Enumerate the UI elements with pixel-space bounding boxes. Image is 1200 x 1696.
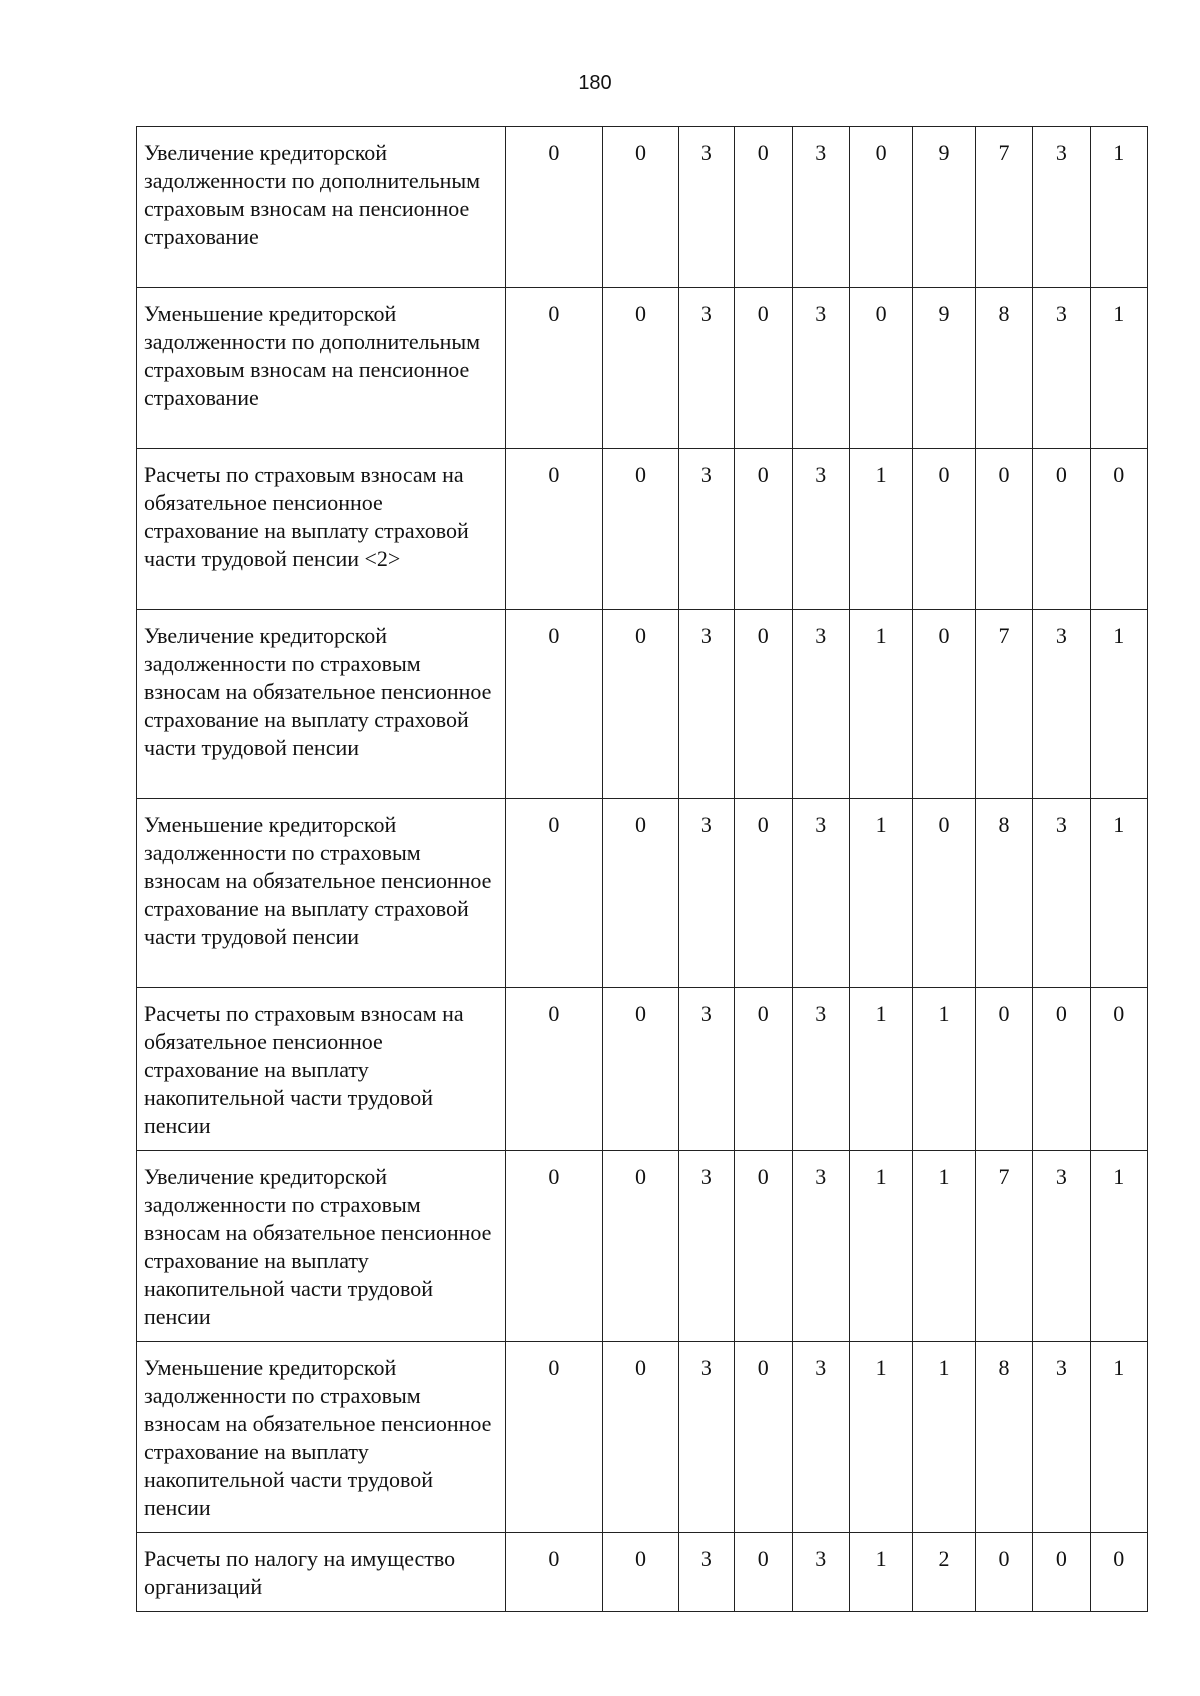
code-digit: 0 [603,288,679,449]
code-digit: 3 [678,127,734,288]
code-digit: 0 [603,1533,679,1612]
account-name: Расчеты по налогу на имущество организаций [137,1533,506,1612]
table-row [137,1151,1148,1342]
code-digit: 7 [975,127,1032,288]
code-digit: 2 [913,1533,975,1612]
code-digit: 3 [1033,1342,1090,1533]
code-digit: 1 [913,988,975,1151]
code-digit: 3 [678,988,734,1151]
table-row [137,799,1148,988]
code-digit: 7 [975,610,1032,799]
code-digit: 0 [603,799,679,988]
account-name: Увеличение кредиторской задолженности по страховым взносам на обязательное пенсионное страхование на выплату страховой части трудовой пенсии [137,610,506,799]
code-digit: 3 [678,1151,734,1342]
code-digit: 0 [505,610,603,799]
code-digit: 3 [1033,127,1090,288]
code-digit: 0 [505,1342,603,1533]
code-digit: 0 [975,988,1032,1151]
code-digit: 0 [505,288,603,449]
table-row [137,1533,1148,1612]
code-digit: 0 [735,127,792,288]
code-digit: 3 [1033,610,1090,799]
code-digit: 0 [603,449,679,610]
code-digit: 8 [975,288,1032,449]
code-digit: 1 [1090,610,1147,799]
code-digit: 1 [849,799,912,988]
code-digit: 0 [735,288,792,449]
code-digit: 0 [1090,988,1147,1151]
code-digit: 0 [603,610,679,799]
code-digit: 0 [1033,1533,1090,1612]
code-digit: 0 [603,127,679,288]
code-digit: 3 [792,610,849,799]
code-digit: 9 [913,288,975,449]
code-digit: 0 [505,127,603,288]
code-digit: 0 [735,988,792,1151]
code-digit: 1 [1090,127,1147,288]
code-digit: 3 [792,288,849,449]
code-digit: 3 [1033,799,1090,988]
code-digit: 0 [975,449,1032,610]
code-digit: 3 [792,988,849,1151]
code-digit: 3 [1033,288,1090,449]
table-row [137,127,1148,288]
code-digit: 0 [505,988,603,1151]
code-digit: 1 [849,988,912,1151]
table-row [137,610,1148,799]
code-digit: 3 [792,449,849,610]
table-row [137,988,1148,1151]
code-digit: 0 [1090,449,1147,610]
code-digit: 0 [1090,1533,1147,1612]
code-digit: 3 [792,799,849,988]
code-digit: 0 [849,127,912,288]
account-name: Уменьшение кредиторской задолженности по страховым взносам на обязательное пенсионное страхование на выплату накопительной части трудовой пенсии [137,1342,506,1533]
code-digit: 0 [735,799,792,988]
account-name: Расчеты по страховым взносам на обязательное пенсионное страхование на выплату накопительной части трудовой пенсии [137,988,506,1151]
account-name: Увеличение кредиторской задолженности по дополнительным страховым взносам на пенсионное страхование [137,127,506,288]
table-row [137,1342,1148,1533]
code-digit: 1 [1090,799,1147,988]
code-digit: 0 [913,799,975,988]
code-digit: 1 [913,1342,975,1533]
code-digit: 9 [913,127,975,288]
code-digit: 3 [792,1151,849,1342]
account-name: Расчеты по страховым взносам на обязательное пенсионное страхование на выплату страховой части трудовой пенсии <2> [137,449,506,610]
code-digit: 3 [678,1342,734,1533]
code-digit: 0 [913,610,975,799]
code-digit: 0 [603,1151,679,1342]
code-digit: 0 [735,1533,792,1612]
code-digit: 3 [792,1342,849,1533]
code-digit: 0 [735,1151,792,1342]
code-digit: 0 [1033,988,1090,1151]
code-digit: 3 [792,1533,849,1612]
code-digit: 0 [735,449,792,610]
code-digit: 0 [913,449,975,610]
code-digit: 0 [505,449,603,610]
code-digit: 0 [735,1342,792,1533]
code-digit: 0 [603,1342,679,1533]
code-digit: 7 [975,1151,1032,1342]
code-digit: 3 [678,799,734,988]
account-name: Уменьшение кредиторской задолженности по страховым взносам на обязательное пенсионное страхование на выплату страховой части трудовой пенсии [137,799,506,988]
code-digit: 3 [678,288,734,449]
code-digit: 1 [1090,1151,1147,1342]
code-digit: 0 [505,1533,603,1612]
account-name: Уменьшение кредиторской задолженности по дополнительным страховым взносам на пенсионное страхование [137,288,506,449]
code-digit: 0 [1033,449,1090,610]
code-digit: 3 [678,449,734,610]
code-digit: 0 [735,610,792,799]
code-digit: 1 [1090,1342,1147,1533]
code-digit: 3 [1033,1151,1090,1342]
code-digit: 1 [849,1533,912,1612]
code-digit: 1 [849,1151,912,1342]
code-digit: 1 [849,1342,912,1533]
code-digit: 1 [913,1151,975,1342]
code-digit: 8 [975,799,1032,988]
table-row [137,288,1148,449]
code-digit: 3 [792,127,849,288]
account-name: Увеличение кредиторской задолженности по страховым взносам на обязательное пенсионное страхование на выплату накопительной части трудовой пенсии [137,1151,506,1342]
code-digit: 1 [1090,288,1147,449]
page-number: 180 [578,72,612,94]
code-digit: 1 [849,610,912,799]
code-digit: 0 [975,1533,1032,1612]
code-digit: 0 [505,799,603,988]
code-digit: 0 [505,1151,603,1342]
table-row [137,449,1148,610]
code-digit: 3 [678,1533,734,1612]
code-digit: 3 [678,610,734,799]
code-digit: 0 [603,988,679,1151]
account-codes-table [136,126,1148,1612]
code-digit: 1 [849,449,912,610]
code-digit: 8 [975,1342,1032,1533]
code-digit: 0 [849,288,912,449]
